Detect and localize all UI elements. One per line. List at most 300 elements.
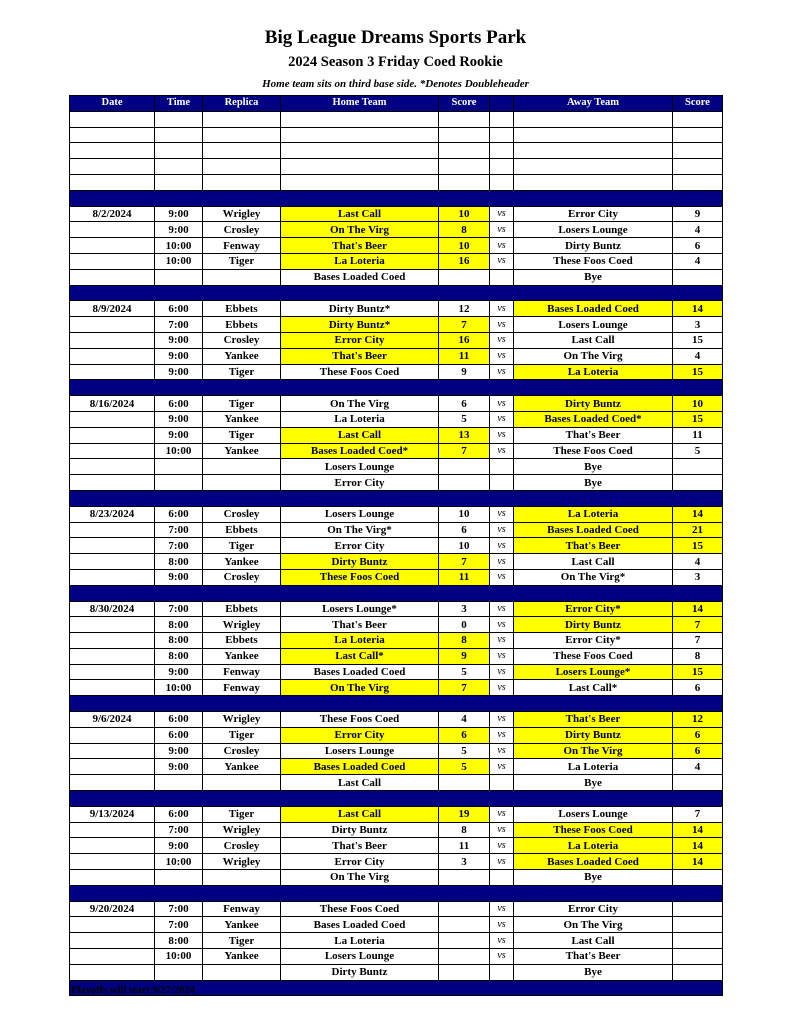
home-team-cell: These Foos Coed	[281, 364, 439, 380]
vs-cell: vs	[490, 538, 514, 554]
time-cell: 9:00	[155, 411, 203, 427]
home-team-cell: Bases Loaded Coed	[281, 759, 439, 775]
vs-cell: vs	[490, 506, 514, 522]
replica-cell: Yankee	[203, 443, 281, 459]
blank-row	[70, 111, 723, 127]
home-score-cell	[439, 901, 490, 917]
away-team-cell: On The Virg	[514, 743, 673, 759]
replica-cell: Tiger	[203, 933, 281, 949]
away-score-cell: 15	[673, 664, 723, 680]
home-score-cell: 5	[439, 759, 490, 775]
time-cell	[155, 159, 203, 175]
home-team-cell: On The Virg	[281, 870, 439, 886]
game-row	[70, 743, 723, 759]
time-cell: 9:00	[155, 759, 203, 775]
away-score-cell: 3	[673, 317, 723, 333]
date-cell	[70, 143, 155, 159]
home-score-cell: 8	[439, 822, 490, 838]
vs-cell: vs	[490, 222, 514, 238]
vs-cell: vs	[490, 443, 514, 459]
home-team-cell: Bases Loaded Coed	[281, 917, 439, 933]
replica-cell	[203, 174, 281, 190]
game-row	[70, 727, 723, 743]
home-team-cell: Last Call*	[281, 648, 439, 664]
vs-cell	[490, 775, 514, 791]
game-row	[70, 427, 723, 443]
blank-row	[70, 159, 723, 175]
replica-cell: Ebbets	[203, 301, 281, 317]
date-cell	[70, 822, 155, 838]
time-cell	[155, 269, 203, 285]
home-score-cell: 11	[439, 348, 490, 364]
vs-cell: vs	[490, 364, 514, 380]
bye-row	[70, 964, 723, 980]
home-team-cell	[281, 111, 439, 127]
away-score-cell: 14	[673, 854, 723, 870]
home-team-cell: Error City	[281, 475, 439, 491]
away-score-cell	[673, 901, 723, 917]
away-score-cell: 3	[673, 569, 723, 585]
time-cell: 9:00	[155, 743, 203, 759]
game-row	[70, 332, 723, 348]
away-team-cell: Dirty Buntz	[514, 617, 673, 633]
away-score-cell: 14	[673, 601, 723, 617]
game-row	[70, 554, 723, 570]
vs-cell	[490, 159, 514, 175]
separator-bar	[70, 585, 723, 601]
date-cell	[70, 269, 155, 285]
away-team-cell: Error City*	[514, 633, 673, 649]
home-team-cell: Dirty Buntz	[281, 964, 439, 980]
blank-row	[70, 143, 723, 159]
date-cell	[70, 459, 155, 475]
date-cell	[70, 127, 155, 143]
col-vs-header	[490, 96, 514, 112]
replica-cell: Ebbets	[203, 633, 281, 649]
away-score-cell: 15	[673, 364, 723, 380]
home-score-cell: 11	[439, 569, 490, 585]
week-separator	[70, 791, 723, 807]
time-cell	[155, 143, 203, 159]
away-team-cell	[514, 127, 673, 143]
time-cell: 7:00	[155, 522, 203, 538]
away-team-cell	[514, 159, 673, 175]
vs-cell: vs	[490, 806, 514, 822]
away-score-cell: 8	[673, 648, 723, 664]
time-cell: 9:00	[155, 569, 203, 585]
time-cell: 6:00	[155, 301, 203, 317]
replica-cell: Yankee	[203, 411, 281, 427]
date-cell	[70, 680, 155, 696]
separator-bar	[70, 190, 723, 206]
away-score-cell: 14	[673, 838, 723, 854]
home-team-cell: Error City	[281, 332, 439, 348]
home-score-cell	[439, 127, 490, 143]
game-row	[70, 617, 723, 633]
home-team-cell: These Foos Coed	[281, 901, 439, 917]
week-separator	[70, 490, 723, 506]
home-score-cell: 12	[439, 301, 490, 317]
vs-cell: vs	[490, 601, 514, 617]
home-score-cell: 10	[439, 206, 490, 222]
game-row	[70, 301, 723, 317]
home-score-cell: 10	[439, 538, 490, 554]
away-score-cell	[673, 949, 723, 965]
time-cell: 10:00	[155, 443, 203, 459]
week-separator	[70, 285, 723, 301]
home-score-cell	[439, 159, 490, 175]
home-team-cell	[281, 159, 439, 175]
col-replica-header: Replica	[203, 96, 281, 112]
vs-cell: vs	[490, 759, 514, 775]
col-home-team-header: Home Team	[281, 96, 439, 112]
home-team-cell: La Loteria	[281, 933, 439, 949]
away-team-cell: Bye	[514, 459, 673, 475]
home-score-cell: 8	[439, 633, 490, 649]
game-row	[70, 680, 723, 696]
time-cell: 10:00	[155, 238, 203, 254]
col-time-header: Time	[155, 96, 203, 112]
away-score-cell	[673, 964, 723, 980]
vs-cell: vs	[490, 712, 514, 728]
game-row	[70, 648, 723, 664]
vs-cell	[490, 127, 514, 143]
home-team-cell: Bases Loaded Coed*	[281, 443, 439, 459]
vs-cell: vs	[490, 743, 514, 759]
date-cell: 8/30/2024	[70, 601, 155, 617]
away-score-cell: 6	[673, 680, 723, 696]
vs-cell: vs	[490, 822, 514, 838]
week-separator	[70, 380, 723, 396]
away-team-cell: Bye	[514, 870, 673, 886]
game-row	[70, 443, 723, 459]
home-team-cell: Last Call	[281, 206, 439, 222]
replica-cell: Wrigley	[203, 712, 281, 728]
page-title: Big League Dreams Sports Park	[264, 27, 527, 48]
replica-cell: Fenway	[203, 238, 281, 254]
home-score-cell: 16	[439, 332, 490, 348]
date-cell	[70, 775, 155, 791]
date-cell	[70, 569, 155, 585]
home-score-cell	[439, 775, 490, 791]
time-cell: 9:00	[155, 838, 203, 854]
time-cell: 9:00	[155, 332, 203, 348]
away-score-cell: 6	[673, 727, 723, 743]
vs-cell: vs	[490, 522, 514, 538]
game-row	[70, 838, 723, 854]
vs-cell: vs	[490, 332, 514, 348]
away-team-cell: That's Beer	[514, 949, 673, 965]
away-team-cell: Dirty Buntz	[514, 396, 673, 412]
game-row	[70, 206, 723, 222]
away-score-cell: 6	[673, 238, 723, 254]
away-team-cell: Dirty Buntz	[514, 727, 673, 743]
away-score-cell	[673, 775, 723, 791]
time-cell	[155, 459, 203, 475]
home-score-cell	[439, 964, 490, 980]
replica-cell	[203, 475, 281, 491]
home-team-cell: Last Call	[281, 775, 439, 791]
away-team-cell: Last Call	[514, 554, 673, 570]
home-score-cell: 6	[439, 727, 490, 743]
replica-cell: Crosley	[203, 506, 281, 522]
home-team-cell: Last Call	[281, 806, 439, 822]
replica-cell: Yankee	[203, 759, 281, 775]
replica-cell	[203, 127, 281, 143]
time-cell: 6:00	[155, 712, 203, 728]
away-score-cell	[673, 870, 723, 886]
home-team-cell: Last Call	[281, 427, 439, 443]
home-score-cell: 9	[439, 648, 490, 664]
home-team-cell: These Foos Coed	[281, 712, 439, 728]
col-away-team-header: Away Team	[514, 96, 673, 112]
vs-cell: vs	[490, 301, 514, 317]
home-team-cell: On The Virg*	[281, 522, 439, 538]
replica-cell: Yankee	[203, 348, 281, 364]
vs-cell: vs	[490, 949, 514, 965]
time-cell: 7:00	[155, 901, 203, 917]
page-note: Home team sits on third base side. *Denotes Doubleheader	[262, 78, 529, 90]
away-team-cell: La Loteria	[514, 364, 673, 380]
vs-cell: vs	[490, 901, 514, 917]
time-cell	[155, 964, 203, 980]
away-score-cell: 4	[673, 759, 723, 775]
replica-cell: Wrigley	[203, 206, 281, 222]
time-cell: 9:00	[155, 427, 203, 443]
game-row	[70, 569, 723, 585]
time-cell: 7:00	[155, 317, 203, 333]
home-score-cell: 10	[439, 238, 490, 254]
time-cell: 8:00	[155, 648, 203, 664]
game-row	[70, 822, 723, 838]
home-team-cell: That's Beer	[281, 617, 439, 633]
home-score-cell	[439, 917, 490, 933]
date-cell: 8/23/2024	[70, 506, 155, 522]
home-team-cell: La Loteria	[281, 411, 439, 427]
schedule-body	[70, 111, 723, 996]
footer-note: Playoffs will start 9/27/2024	[71, 985, 195, 996]
away-score-cell	[673, 933, 723, 949]
home-team-cell: That's Beer	[281, 238, 439, 254]
away-team-cell: La Loteria	[514, 506, 673, 522]
away-team-cell: Bye	[514, 269, 673, 285]
away-score-cell: 7	[673, 617, 723, 633]
away-team-cell: Bases Loaded Coed*	[514, 411, 673, 427]
time-cell: 9:00	[155, 364, 203, 380]
replica-cell	[203, 159, 281, 175]
home-team-cell: Error City	[281, 854, 439, 870]
date-cell	[70, 964, 155, 980]
replica-cell: Crosley	[203, 838, 281, 854]
home-team-cell	[281, 174, 439, 190]
bye-row	[70, 459, 723, 475]
game-row	[70, 759, 723, 775]
replica-cell: Fenway	[203, 664, 281, 680]
game-row	[70, 806, 723, 822]
home-team-cell: That's Beer	[281, 348, 439, 364]
away-team-cell: Losers Lounge	[514, 222, 673, 238]
home-team-cell: Dirty Buntz*	[281, 301, 439, 317]
vs-cell: vs	[490, 838, 514, 854]
replica-cell: Tiger	[203, 806, 281, 822]
time-cell	[155, 870, 203, 886]
home-score-cell	[439, 459, 490, 475]
replica-cell	[203, 111, 281, 127]
date-cell	[70, 538, 155, 554]
away-team-cell: On The Virg	[514, 348, 673, 364]
replica-cell: Fenway	[203, 680, 281, 696]
header-row	[70, 96, 723, 112]
away-team-cell: That's Beer	[514, 427, 673, 443]
away-score-cell: 15	[673, 538, 723, 554]
home-team-cell: Error City	[281, 538, 439, 554]
home-score-cell: 6	[439, 522, 490, 538]
date-cell: 8/9/2024	[70, 301, 155, 317]
time-cell: 10:00	[155, 253, 203, 269]
replica-cell: Tiger	[203, 253, 281, 269]
date-cell	[70, 475, 155, 491]
vs-cell: vs	[490, 933, 514, 949]
home-team-cell: Losers Lounge*	[281, 601, 439, 617]
time-cell: 9:00	[155, 348, 203, 364]
away-score-cell: 15	[673, 332, 723, 348]
away-score-cell: 21	[673, 522, 723, 538]
home-score-cell: 11	[439, 838, 490, 854]
away-score-cell	[673, 269, 723, 285]
away-team-cell: On The Virg	[514, 917, 673, 933]
replica-cell: Yankee	[203, 917, 281, 933]
home-score-cell	[439, 269, 490, 285]
replica-cell: Crosley	[203, 743, 281, 759]
home-score-cell: 5	[439, 664, 490, 680]
home-team-cell: Losers Lounge	[281, 506, 439, 522]
home-score-cell: 0	[439, 617, 490, 633]
date-cell	[70, 917, 155, 933]
time-cell: 10:00	[155, 680, 203, 696]
game-row	[70, 712, 723, 728]
vs-cell: vs	[490, 554, 514, 570]
home-team-cell: On The Virg	[281, 680, 439, 696]
game-row	[70, 901, 723, 917]
away-score-cell: 10	[673, 396, 723, 412]
date-cell	[70, 854, 155, 870]
date-cell	[70, 949, 155, 965]
home-team-cell	[281, 127, 439, 143]
replica-cell	[203, 870, 281, 886]
game-row	[70, 538, 723, 554]
time-cell: 9:00	[155, 206, 203, 222]
date-cell	[70, 159, 155, 175]
date-cell	[70, 617, 155, 633]
away-score-cell	[673, 143, 723, 159]
time-cell: 7:00	[155, 538, 203, 554]
away-team-cell: That's Beer	[514, 712, 673, 728]
time-cell: 6:00	[155, 806, 203, 822]
time-cell: 9:00	[155, 664, 203, 680]
date-cell	[70, 664, 155, 680]
away-team-cell: La Loteria	[514, 838, 673, 854]
separator-bar	[70, 285, 723, 301]
home-score-cell	[439, 174, 490, 190]
vs-cell	[490, 475, 514, 491]
away-score-cell: 14	[673, 506, 723, 522]
away-team-cell: La Loteria	[514, 759, 673, 775]
date-cell	[70, 633, 155, 649]
schedule-table	[69, 95, 723, 996]
vs-cell: vs	[490, 317, 514, 333]
game-row	[70, 522, 723, 538]
away-team-cell: Error City*	[514, 601, 673, 617]
away-team-cell: These Foos Coed	[514, 822, 673, 838]
replica-cell: Tiger	[203, 538, 281, 554]
date-cell	[70, 870, 155, 886]
away-team-cell: Bases Loaded Coed	[514, 522, 673, 538]
vs-cell: vs	[490, 854, 514, 870]
time-cell: 6:00	[155, 396, 203, 412]
home-score-cell: 5	[439, 411, 490, 427]
replica-cell: Yankee	[203, 554, 281, 570]
game-row	[70, 317, 723, 333]
home-score-cell: 3	[439, 601, 490, 617]
away-team-cell: Bases Loaded Coed	[514, 301, 673, 317]
home-score-cell	[439, 870, 490, 886]
game-row	[70, 253, 723, 269]
date-cell: 9/6/2024	[70, 712, 155, 728]
away-score-cell	[673, 459, 723, 475]
date-cell	[70, 411, 155, 427]
home-score-cell: 3	[439, 854, 490, 870]
time-cell: 6:00	[155, 727, 203, 743]
home-team-cell: Losers Lounge	[281, 459, 439, 475]
away-team-cell: Bye	[514, 775, 673, 791]
replica-cell: Crosley	[203, 569, 281, 585]
replica-cell	[203, 459, 281, 475]
vs-cell: vs	[490, 633, 514, 649]
replica-cell	[203, 269, 281, 285]
vs-cell	[490, 111, 514, 127]
home-team-cell: On The Virg	[281, 222, 439, 238]
home-score-cell: 10	[439, 506, 490, 522]
time-cell: 8:00	[155, 617, 203, 633]
date-cell	[70, 427, 155, 443]
replica-cell: Yankee	[203, 648, 281, 664]
vs-cell	[490, 143, 514, 159]
away-team-cell: These Foos Coed	[514, 648, 673, 664]
vs-cell: vs	[490, 680, 514, 696]
away-score-cell: 4	[673, 253, 723, 269]
game-row	[70, 601, 723, 617]
blank-row	[70, 127, 723, 143]
away-score-cell: 5	[673, 443, 723, 459]
time-cell	[155, 775, 203, 791]
week-separator	[70, 190, 723, 206]
away-score-cell: 11	[673, 427, 723, 443]
game-row	[70, 854, 723, 870]
vs-cell: vs	[490, 648, 514, 664]
away-team-cell: Error City	[514, 206, 673, 222]
date-cell	[70, 111, 155, 127]
home-score-cell: 9	[439, 364, 490, 380]
date-cell	[70, 727, 155, 743]
date-cell	[70, 554, 155, 570]
away-score-cell: 4	[673, 554, 723, 570]
away-score-cell: 9	[673, 206, 723, 222]
replica-cell: Ebbets	[203, 522, 281, 538]
vs-cell: vs	[490, 253, 514, 269]
home-score-cell: 5	[439, 743, 490, 759]
vs-cell	[490, 269, 514, 285]
away-score-cell: 4	[673, 348, 723, 364]
